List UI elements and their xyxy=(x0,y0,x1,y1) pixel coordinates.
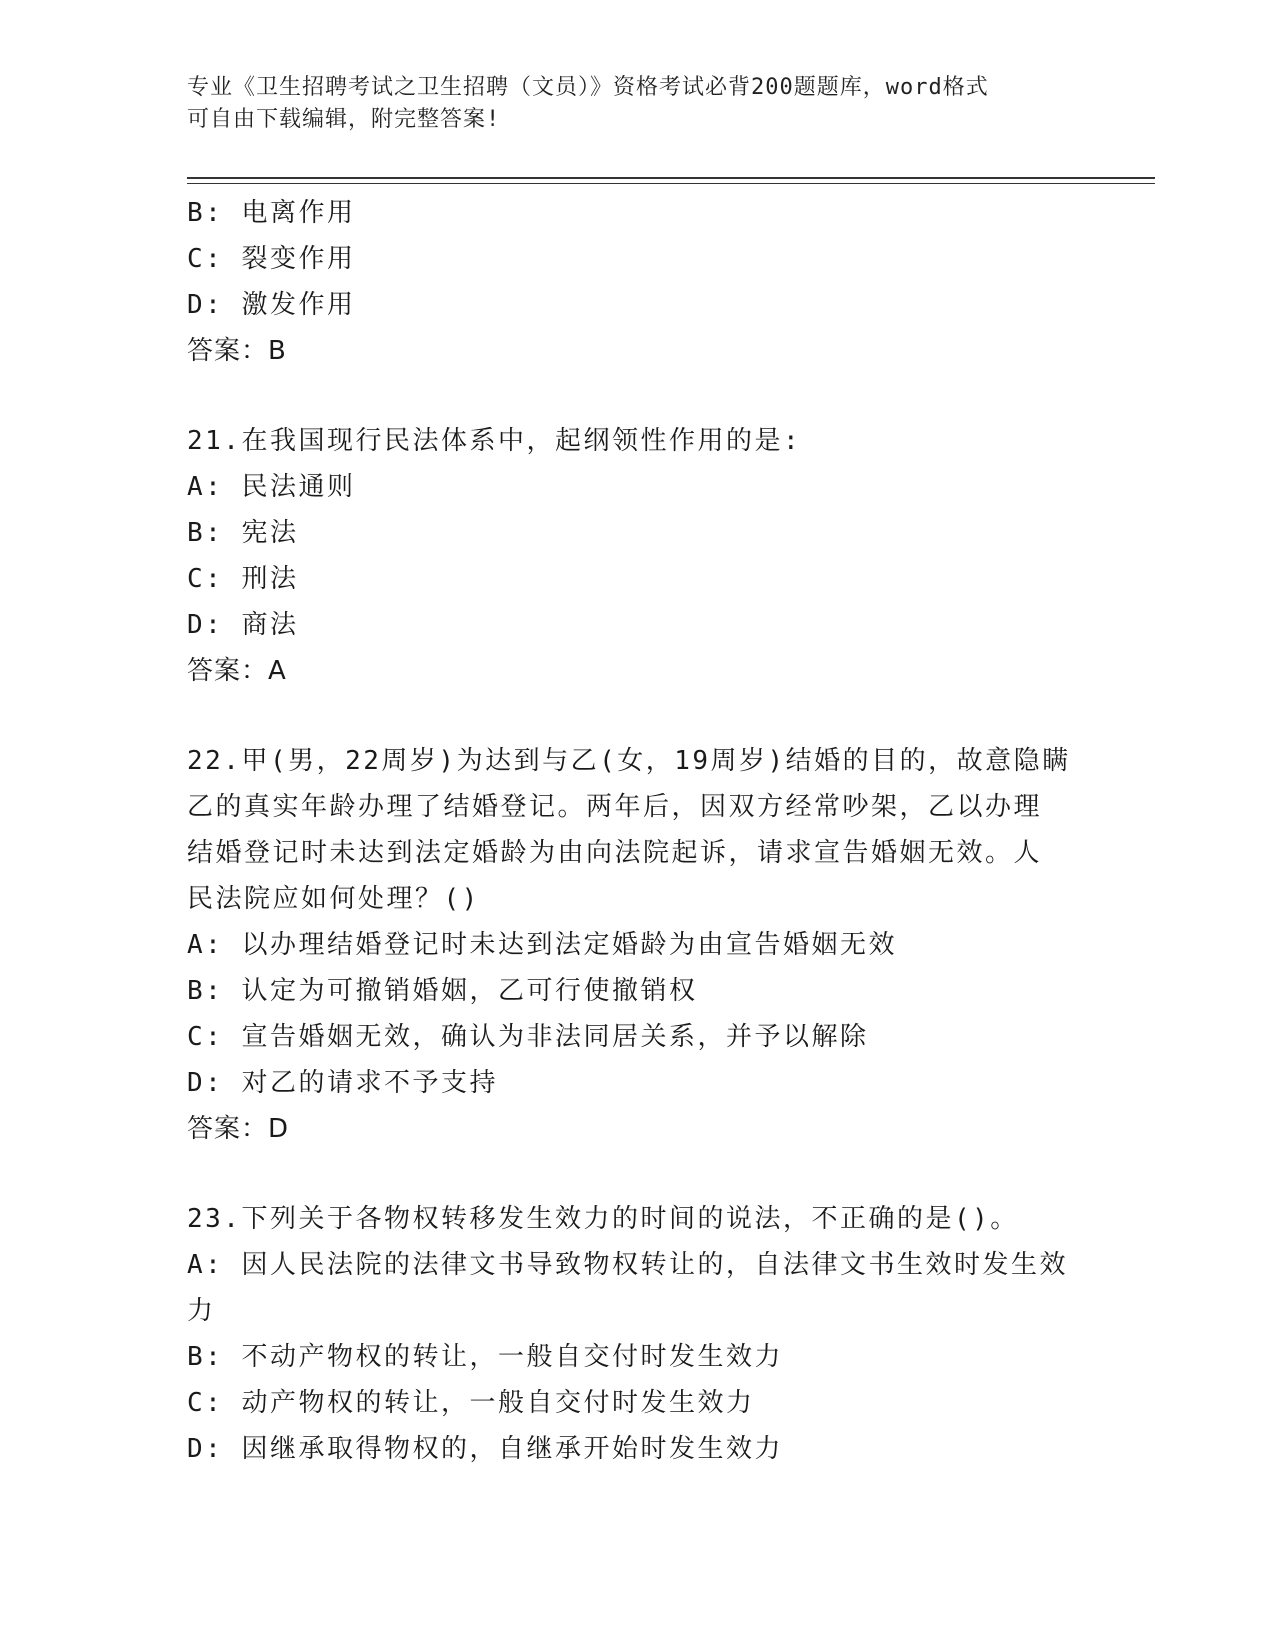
option-b: B: 电离作用 xyxy=(187,198,356,228)
option-b: B: 认定为可撤销婚姻，乙可行使撤销权 xyxy=(187,976,698,1006)
answer-line: 答案：A xyxy=(187,656,287,686)
option-a: A: 因人民法院的法律文书导致物权转让的，自法律文书生效时发生效 xyxy=(187,1250,1068,1280)
option-a-continued: 力 xyxy=(187,1296,216,1326)
question-stem-line-3: 结婚登记时未达到法定婚龄为由向法院起诉，请求宣告婚姻无效。人 xyxy=(187,838,1043,868)
option-d: D: 因继承取得物权的，自继承开始时发生效力 xyxy=(187,1434,783,1464)
answer-line: 答案：D xyxy=(187,1114,290,1144)
question-stem-line-2: 乙的真实年龄办理了结婚登记。两年后，因双方经常吵架，乙以办理 xyxy=(187,792,1043,822)
option-a: A: 以办理结婚登记时未达到法定婚龄为由宣告婚姻无效 xyxy=(187,930,897,960)
document-header xyxy=(187,72,1067,136)
question-list xyxy=(187,190,1087,1472)
answer-line: 答案：B xyxy=(187,336,287,366)
option-c: C: 宣告婚姻无效，确认为非法同居关系，并予以解除 xyxy=(187,1022,869,1052)
option-a: A: 民法通则 xyxy=(187,472,356,502)
header-divider-thin xyxy=(187,183,1155,184)
header-divider-thick xyxy=(187,177,1155,179)
question-block-prev xyxy=(187,190,1087,374)
spacer xyxy=(187,1152,1087,1196)
option-c: C: 裂变作用 xyxy=(187,244,356,274)
question-stem-line-1: 22.甲(男，22周岁)为达到与乙(女，19周岁)结婚的目的，故意隐瞒 xyxy=(187,746,1071,776)
spacer xyxy=(187,694,1087,738)
option-c: C: 动产物权的转让，一般自交付时发生效力 xyxy=(187,1388,755,1418)
option-c: C: 刑法 xyxy=(187,564,299,594)
header-line-1: 专业《卫生招聘考试之卫生招聘（文员）》资格考试必背200题题库，word格式 xyxy=(187,75,989,100)
option-b: B: 不动产物权的转让，一般自交付时发生效力 xyxy=(187,1342,783,1372)
option-d: D: 对乙的请求不予支持 xyxy=(187,1068,498,1098)
question-stem: 21.在我国现行民法体系中，起纲领性作用的是: xyxy=(187,426,802,456)
question-block-23 xyxy=(187,1196,1087,1472)
spacer xyxy=(187,374,1087,418)
question-stem: 23.下列关于各物权转移发生效力的时间的说法，不正确的是()。 xyxy=(187,1204,1019,1234)
option-d: D: 商法 xyxy=(187,610,299,640)
question-block-21 xyxy=(187,418,1087,694)
header-line-2: 可自由下载编辑，附完整答案! xyxy=(187,107,501,132)
question-stem-line-4: 民法院应如何处理？() xyxy=(187,884,480,914)
option-b: B: 宪法 xyxy=(187,518,299,548)
question-block-22 xyxy=(187,738,1087,1152)
option-d: D: 激发作用 xyxy=(187,290,356,320)
